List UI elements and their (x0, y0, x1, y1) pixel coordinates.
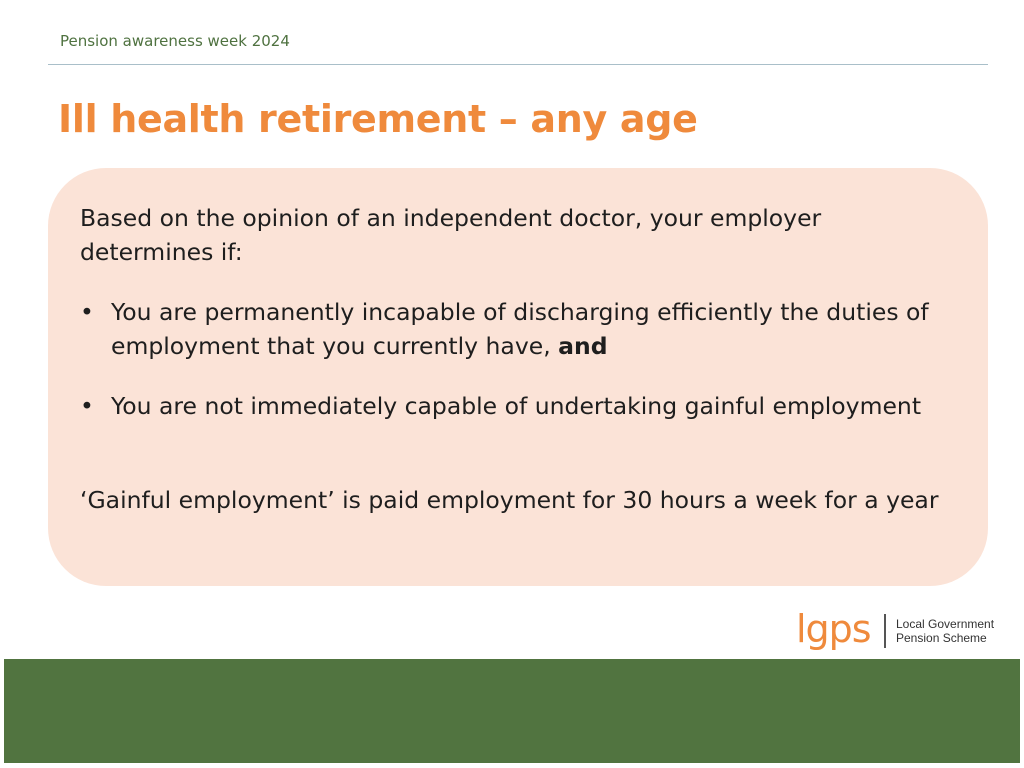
note-text: ‘Gainful employment’ is paid employment for 30 hours a week for a year (80, 486, 939, 514)
logo-name: Local Government Pension Scheme (896, 617, 995, 645)
footer-band (4, 659, 1020, 763)
content-panel (48, 168, 988, 586)
bullet-marker: • (80, 298, 94, 326)
slide-title: Ill health retirement – any age (58, 97, 698, 141)
intro-text: Based on the opinion of an independent doctor, your employer determines if: (80, 204, 822, 266)
logo-mark: lgps (796, 607, 871, 651)
bullet-emphasis: and (558, 332, 608, 360)
header-divider (48, 64, 988, 65)
lgps-logo (796, 607, 1006, 651)
logo-divider (884, 614, 886, 648)
header-label: Pension awareness week 2024 (60, 32, 290, 50)
bullet-text: You are permanently incapable of discharging efficiently the duties of employment that you currently have, and (111, 298, 929, 360)
bullet-text: You are not immediately capable of undertaking gainful employment (111, 392, 922, 420)
bullet-marker: • (80, 392, 94, 420)
